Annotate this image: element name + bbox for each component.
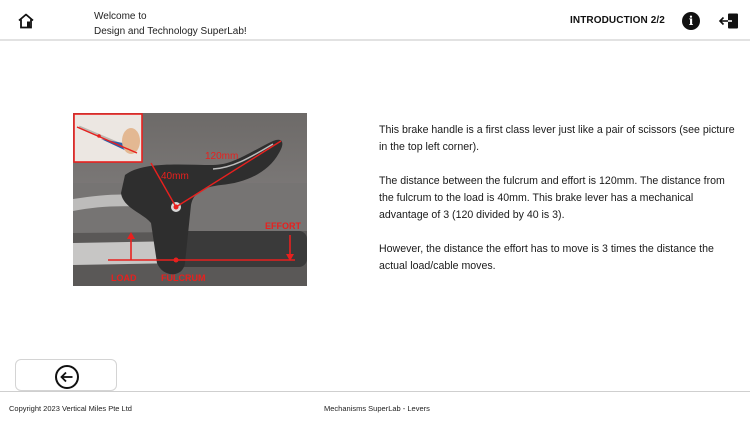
footer xyxy=(0,391,750,422)
explanation-text xyxy=(379,122,739,292)
exit-button[interactable] xyxy=(718,12,740,30)
home-button[interactable] xyxy=(17,12,35,30)
info-icon: i xyxy=(688,14,694,28)
welcome-line-1: Welcome to xyxy=(94,11,147,22)
brake-lever-diagram xyxy=(73,113,307,286)
section-indicator: INTRODUCTION 2/2 xyxy=(570,15,665,26)
label-fulcrum: FULCRUM xyxy=(161,273,206,283)
paragraph-2: The distance between the fulcrum and effort is 120mm. The distance from the fulcrum to the load is 40mm. This brake lever has a mechanical advantage of 3 (120 divided by 40 is 3). xyxy=(379,175,725,221)
copyright-text: Copyright 2023 Vertical Miles Pte Ltd xyxy=(9,404,132,413)
label-40mm: 40mm xyxy=(161,171,189,182)
label-load: LOAD xyxy=(111,273,137,283)
label-effort: EFFORT xyxy=(265,221,301,231)
welcome-message xyxy=(94,9,247,39)
home-icon xyxy=(17,12,35,30)
header-bar xyxy=(0,0,750,41)
footer-title: Mechanisms SuperLab - Levers xyxy=(324,404,430,413)
paragraph-1: This brake handle is a first class lever just like a pair of scissors (see picture in the top left corner). xyxy=(379,124,735,153)
arrow-left-circle-icon xyxy=(54,364,80,390)
exit-icon xyxy=(718,12,740,30)
info-button[interactable] xyxy=(682,12,700,30)
label-120mm: 120mm xyxy=(205,151,239,162)
back-button[interactable] xyxy=(15,359,117,391)
welcome-line-2: Design and Technology SuperLab! xyxy=(94,26,247,37)
paragraph-3: However, the distance the effort has to move is 3 times the distance the actual load/cable moves. xyxy=(379,243,714,272)
